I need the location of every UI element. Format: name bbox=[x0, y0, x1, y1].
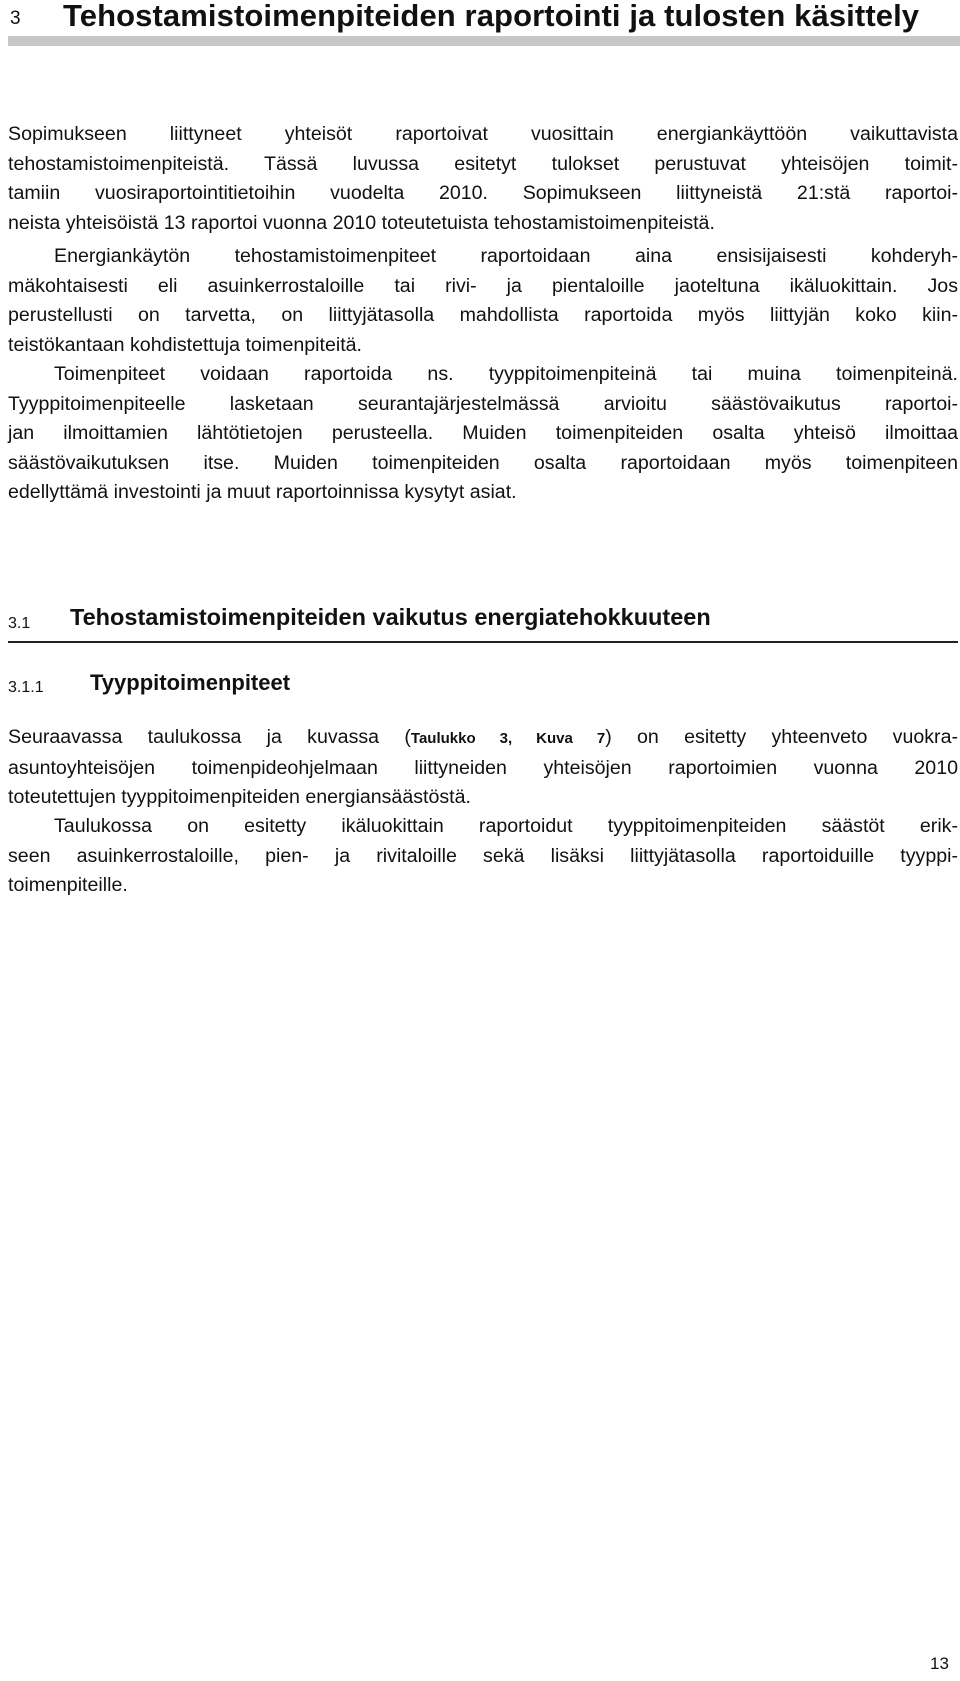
subsection-number: 3.1.1 bbox=[8, 679, 44, 696]
text-line: Toimenpiteet voidaan raportoida ns. tyyppitoimenpiteinä tai muina toimenpiteinä. bbox=[54, 363, 958, 385]
text-line: neista yhteisöistä 13 raportoi vuonna 2010 toteutetuista tehostamistoimenpiteistä. bbox=[8, 211, 715, 234]
text-line bbox=[8, 723, 958, 754]
text-fragment: Seuraavassa taulukossa ja kuvassa ( bbox=[8, 726, 411, 748]
paragraph-table-description bbox=[8, 812, 958, 901]
paragraph-intro bbox=[8, 120, 958, 238]
section-title: Tehostamistoimenpiteiden vaikutus energiatehokkuuteen bbox=[70, 604, 711, 630]
chapter-heading bbox=[8, 0, 960, 44]
section-rule bbox=[8, 641, 958, 643]
text-line: asuntoyhteisöjen toimenpideohjelmaan liittyneiden yhteisöjen raportoimien vuonna 2010 bbox=[8, 756, 958, 779]
text-line: toteutettujen tyyppitoimenpiteiden energiansäästöstä. bbox=[8, 786, 471, 809]
text-line: mäkohtaisesti eli asuinkerrostaloille tai rivi- ja pientaloille jaoteltuna ikäluokittain. Jos bbox=[8, 274, 958, 297]
section-heading bbox=[8, 604, 958, 644]
text-fragment: ) on esitetty yhteenveto vuokra- bbox=[605, 726, 958, 748]
paragraph-reporting bbox=[8, 242, 958, 360]
text-line: Tyyppitoimenpiteelle lasketaan seurantajärjestelmässä arvioitu säästövaikutus raportoi- bbox=[8, 392, 958, 415]
text-line: edellyttämä investointi ja muut raportoinnissa kysytyt asiat. bbox=[8, 481, 517, 504]
text-line: perustellusti on tarvetta, on liittyjätasolla mahdollista raportoida myös liittyjän koko kiin- bbox=[8, 304, 958, 327]
text-line: tamiin vuosiraportointitietoihin vuodelta 2010. Sopimukseen liittyneistä 21:stä raportoi- bbox=[8, 182, 958, 205]
chapter-title: Tehostamistoimenpiteiden raportointi ja tulosten käsittely bbox=[63, 0, 920, 33]
text-line: tehostamistoimenpiteistä. Tässä luvussa esitetyt tulokset perustuvat yhteisöjen toimit- bbox=[8, 152, 958, 175]
text-line: seen asuinkerrostaloille, pien- ja rivitaloille sekä lisäksi liittyjätasolla raportoiduille tyyppi- bbox=[8, 844, 958, 867]
paragraph-measures bbox=[8, 360, 958, 508]
text-line: jan ilmoittamien lähtötietojen perusteella. Muiden toimenpiteiden osalta yhteisö ilmoittaa bbox=[8, 422, 958, 445]
text-line: toimenpiteille. bbox=[8, 874, 128, 897]
heading-bar bbox=[8, 36, 960, 46]
page-number: 13 bbox=[930, 1654, 949, 1673]
chapter-number: 3 bbox=[10, 8, 21, 29]
text-line: Energiankäytön tehostamistoimenpiteet raportoidaan aina ensisijaisesti kohderyh- bbox=[54, 245, 958, 267]
table-figure-reference: Taulukko 3, Kuva 7 bbox=[410, 730, 606, 747]
text-line: Sopimukseen liittyneet yhteisöt raportoivat vuosittain energiankäyttöön vaikuttavista bbox=[8, 123, 958, 145]
subsection-title: Tyyppitoimenpiteet bbox=[90, 670, 291, 695]
text-line: säästövaikutuksen itse. Muiden toimenpiteiden osalta raportoidaan myös toimenpiteen bbox=[8, 451, 958, 474]
text-line: teistökantaan kohdistettuja toimenpiteitä. bbox=[8, 333, 362, 356]
section-number: 3.1 bbox=[8, 615, 31, 632]
text-line: Taulukossa on esitetty ikäluokittain raportoidut tyyppitoimenpiteiden säästöt erik- bbox=[54, 815, 958, 837]
paragraph-summary bbox=[8, 723, 958, 813]
